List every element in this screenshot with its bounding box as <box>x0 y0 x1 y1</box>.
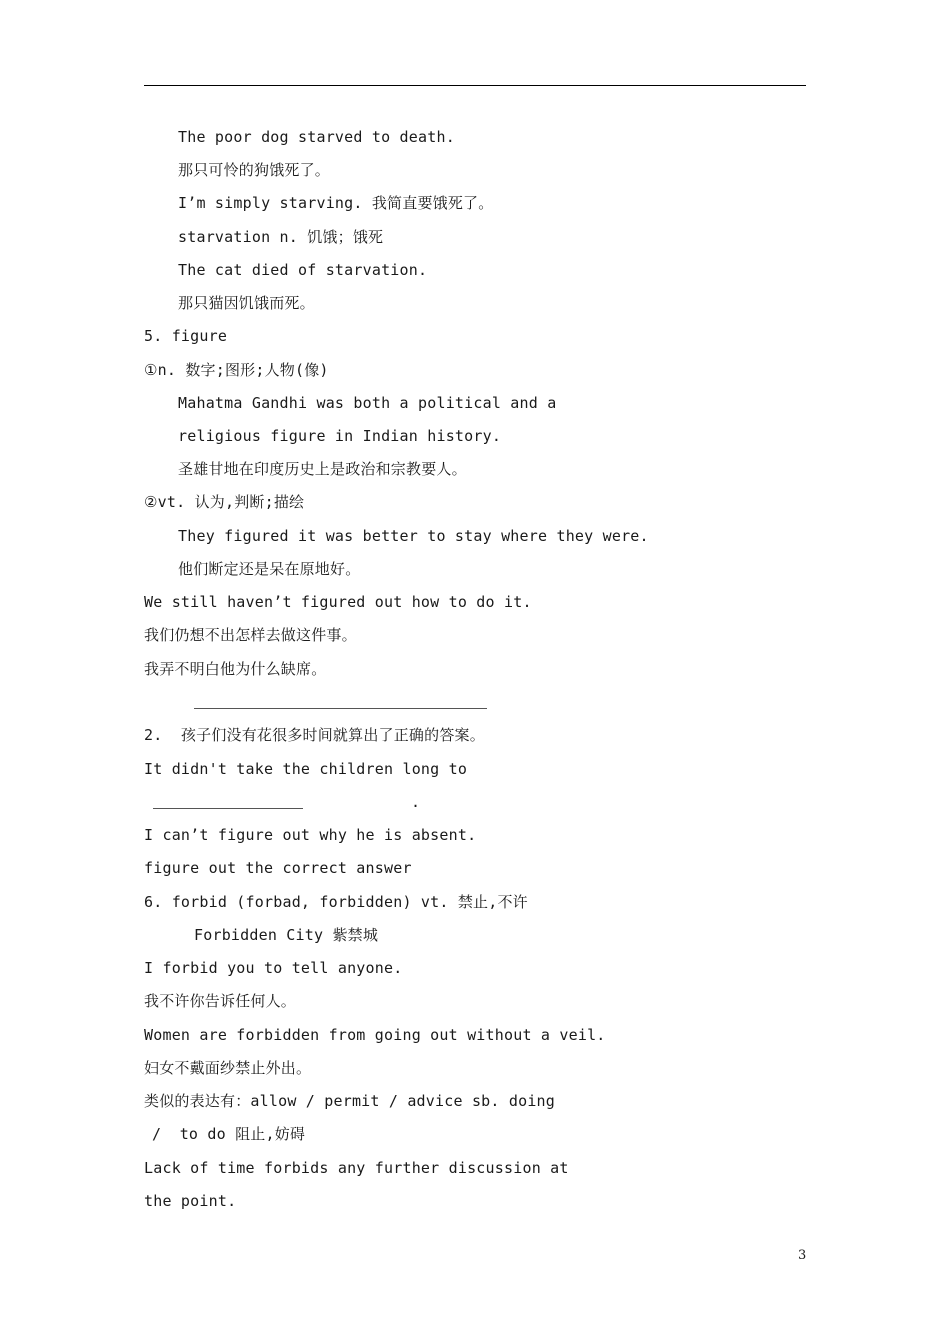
example-sentence: We still haven’t figured out how to do it. <box>144 593 532 611</box>
translation: 那只猫因饥饿而死。 <box>178 294 315 312</box>
example-sentence: Mahatma Gandhi was both a political and a <box>178 394 557 412</box>
exercise-prompt: 我弄不明白他为什么缺席。 <box>144 660 327 678</box>
example-sentence: I’m simply starving. 我简直要饿死了。 <box>178 194 494 212</box>
header-rule <box>144 85 806 86</box>
example-sentence: The cat died of starvation. <box>178 261 428 279</box>
example-sentence: the point. <box>144 1192 237 1210</box>
exercise-sentence: It didn't take the children long to <box>144 760 468 778</box>
example-sentence: religious figure in Indian history. <box>178 427 502 445</box>
translation: 妇女不戴面纱禁止外出。 <box>144 1059 312 1077</box>
answer-blank[interactable] <box>153 808 303 809</box>
example-phrase: Forbidden City 紫禁城 <box>194 926 379 944</box>
answer-blank[interactable] <box>194 708 487 709</box>
translation: 我不许你告诉任何人。 <box>144 992 297 1010</box>
page-number: 3 <box>798 1248 807 1263</box>
example-sentence: The poor dog starved to death. <box>178 128 455 146</box>
definition: ①n. 数字;图形;人物(像) <box>144 361 329 379</box>
example-sentence: Lack of time forbids any further discussion at <box>144 1159 569 1177</box>
translation: 那只可怜的狗饿死了。 <box>178 161 331 179</box>
vocab-heading: 5. figure <box>144 327 228 345</box>
translation: 我们仍想不出怎样去做这件事。 <box>144 626 357 644</box>
example-sentence: I can’t figure out why he is absent. <box>144 826 477 844</box>
usage-note: / to do 阻止,妨碍 <box>152 1125 306 1143</box>
definition: ②vt. 认为,判断;描绘 <box>144 493 305 511</box>
translation: 圣雄甘地在印度历史上是政治和宗教要人。 <box>178 460 467 478</box>
example-sentence: They figured it was better to stay where they were. <box>178 527 649 545</box>
example-sentence: Women are forbidden from going out without a veil. <box>144 1026 606 1044</box>
usage-note: 类似的表达有：allow / permit / advice sb. doing <box>144 1092 556 1110</box>
example-sentence: I forbid you to tell anyone. <box>144 959 403 977</box>
vocab-entry: starvation n. 饥饿；饿死 <box>178 228 384 246</box>
blank-end-period: . <box>411 793 421 811</box>
answer-line: figure out the correct answer <box>144 859 412 877</box>
exercise-prompt: 2. 孩子们没有花很多时间就算出了正确的答案。 <box>144 726 485 744</box>
vocab-heading: 6. forbid (forbad, forbidden) vt. 禁止,不许 <box>144 893 528 911</box>
translation: 他们断定还是呆在原地好。 <box>178 560 361 578</box>
